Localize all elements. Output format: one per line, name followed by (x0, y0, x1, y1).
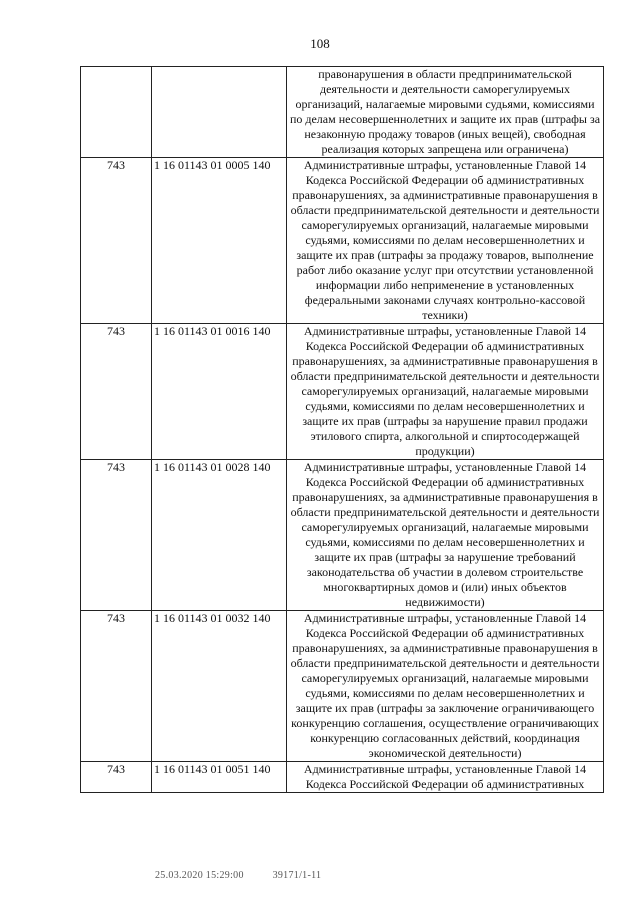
table-row (81, 158, 604, 324)
footer-timestamp: 25.03.2020 15:29:00 (155, 870, 244, 881)
kbk-code-cell (152, 67, 287, 158)
table-row (81, 762, 604, 793)
admin-code-cell: 743 (81, 158, 152, 324)
description-cell: правонарушения в области предпринимательской деятельности и деятельности саморегулируемых организаций, налагаемые мировыми судьями, комиссиями по делам несовершеннолетних и защите их прав (штрафы за незаконную продажу товаров (иных вещей), свободная реализация которых запрещена или ограничена) (287, 67, 604, 158)
kbk-code-cell: 1 16 01143 01 0051 140 (152, 762, 287, 793)
description-cell (287, 762, 604, 793)
kbk-code-cell: 1 16 01143 01 0028 140 (152, 460, 287, 611)
table-row (81, 67, 604, 158)
page-number: 108 (310, 36, 330, 51)
admin-code-cell: 743 (81, 460, 152, 611)
kbk-code-cell: 1 16 01143 01 0032 140 (152, 611, 287, 762)
description-cell: Административные штрафы, установленные Главой 14 Кодекса Российской Федерации об административных правонарушениях, за административные правонарушения в области предпринимательской деятельности и деятельности саморегулируемых организаций, налагаемые мировыми судьями, комиссиями по делам несовершеннолетних и защите их прав (штрафы за нарушение требований законодательства об участии в долевом строительстве многоквартирных домов и (или) иных объектов недвижимости) (287, 460, 604, 611)
table-row (81, 460, 604, 611)
footer-doc-id: 39171/1-11 (272, 870, 322, 881)
admin-code-cell: 743 (81, 762, 152, 793)
admin-code-cell: 743 (81, 324, 152, 460)
table-row (81, 324, 604, 460)
description-cell: Административные штрафы, установленные Главой 14 Кодекса Российской Федерации об административных правонарушениях, за административные правонарушения в области предпринимательской деятельности и деятельности саморегулируемых организаций, налагаемые мировыми судьями, комиссиями по делам несовершеннолетних и защите их прав (штрафы за заключение ограничивающего конкуренцию соглашения, осуществление ограничивающих конкуренцию согласованных действий, координация экономической деятельности) (287, 611, 604, 762)
document-footer (155, 870, 347, 881)
kbk-code-cell: 1 16 01143 01 0016 140 (152, 324, 287, 460)
description-cell: Административные штрафы, установленные Главой 14 Кодекса Российской Федерации об административных правонарушениях, за административные правонарушения в области предпринимательской деятельности и деятельности саморегулируемых организаций, налагаемые мировыми судьями, комиссиями по делам несовершеннолетних и защите их прав (штрафы за продажу товаров, выполнение работ либо оказание услуг при отсутствии установленной информации либо неприменение в установленных федеральными законами случаях контрольно-кассовой техники) (287, 158, 604, 324)
table-row (81, 611, 604, 762)
admin-code-cell (81, 67, 152, 158)
description-text: Административные штрафы, установленные Главой 14 Кодекса Российской Федерации об административных (303, 762, 587, 791)
kbk-code-cell: 1 16 01143 01 0005 140 (152, 158, 287, 324)
admin-code-cell: 743 (81, 611, 152, 762)
description-cell: Административные штрафы, установленные Главой 14 Кодекса Российской Федерации об административных правонарушениях, за административные правонарушения в области предпринимательской деятельности и деятельности саморегулируемых организаций, налагаемые мировыми судьями, комиссиями по делам несовершеннолетних и защите их прав (штрафы за нарушение правил продажи этилового спирта, алкогольной и спиртосодержащей продукции) (287, 324, 604, 460)
kbk-table (80, 66, 604, 793)
